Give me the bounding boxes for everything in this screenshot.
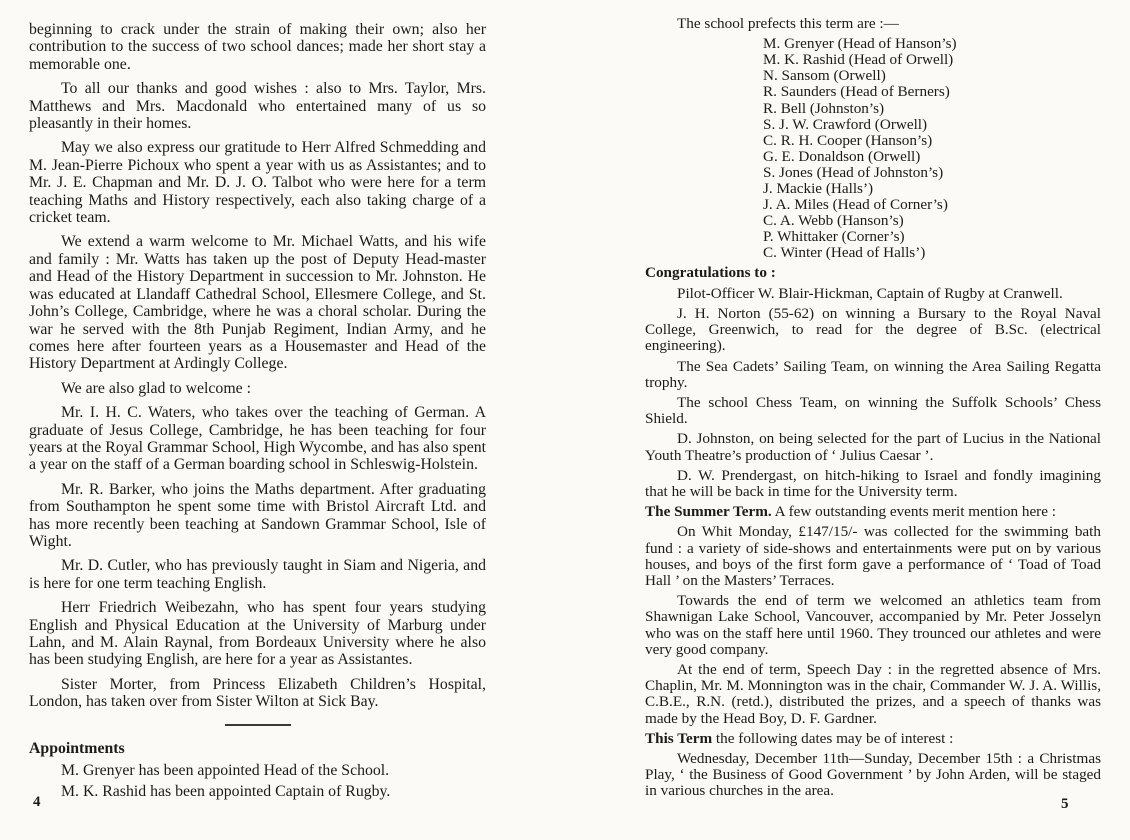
- paragraph: At the end of term, Speech Day : in the regretted absence of Mrs. Chaplin, Mr. M. Monnington was in the chair, Commander W. J. A. Willis, C.B.E., R.N. (retd.), distributed the prizes, and a speech of thanks was made by the Head Boy, D. F. Gardner.: [645, 660, 1101, 727]
- page-number-right: 5: [1061, 796, 1069, 812]
- prefect-item: G. E. Donaldson (Orwell): [763, 147, 921, 165]
- appointments-heading: Appointments: [29, 739, 125, 757]
- paragraph: Towards the end of term we welcomed an athletics team from Shawnigan Lake School, Vancouver, accompanied by Mr. Peter Josselyn who was on the staff here until 1960. They trounced our athletes and were very good company.: [645, 592, 1101, 658]
- page-right: [645, 16, 1101, 804]
- this-term-intro: [645, 731, 1101, 747]
- prefect-item: J. Mackie (Halls’): [763, 180, 874, 198]
- page-number-left: 4: [33, 794, 41, 810]
- paragraph: Mr. D. Cutler, who has previously taught in Siam and Nigeria, and is here for one term teaching English.: [29, 557, 486, 592]
- prefect-list: [763, 36, 1101, 261]
- paragraph: On Whit Monday, £147/15/- was collected for the swimming bath fund : a variety of side-shows and entertainments were put on by various houses, and boys of the first form gave a performance of ‘ Toad of Toad Hall ’ on the Masters’ Terraces.: [645, 523, 1101, 589]
- section-divider: [225, 724, 291, 726]
- appointment-item: M. Grenyer has been appointed Head of the School.: [61, 762, 390, 780]
- paragraph: The school Chess Team, on winning the Suffolk Schools’ Chess Shield.: [645, 393, 1101, 428]
- paragraph: Pilot-Officer W. Blair-Hickman, Captain of Rugby at Cranwell.: [677, 284, 1063, 302]
- paragraph: Herr Friedrich Weibezahn, who has spent four years studying English and Physical Education at the University of Marburg under Lahn, and M. Alain Raynal, from Bordeaux University where he also has been studying English, are here for a year as Assistantes.: [29, 599, 486, 669]
- prefect-item: R. Saunders (Head of Berners): [763, 83, 950, 101]
- congratulations-heading: Congratulations to :: [645, 263, 776, 281]
- this-term-intro-text: the following dates may be of interest :: [712, 729, 954, 747]
- prefect-item: J. A. Miles (Head of Corner’s): [763, 196, 948, 214]
- paragraph: Mr. R. Barker, who joins the Maths department. After graduating from Southampton he spent some time with Bristol Aircraft Ltd. and has more recently been teaching at Sandown Grammar School, Isle of Wight.: [29, 480, 486, 550]
- paragraph: To all our thanks and good wishes : also to Mrs. Taylor, Mrs. Matthews and Mrs. Macdonald who entertained many of us so pleasantly in their homes.: [29, 80, 486, 133]
- summer-term-heading: The Summer Term.: [645, 503, 772, 521]
- appointment-item: M. K. Rashid has been appointed Captain of Rugby.: [61, 783, 391, 801]
- prefect-item: C. R. H. Cooper (Hanson’s): [763, 131, 933, 149]
- paragraph: D. Johnston, on being selected for the part of Lucius in the National Youth Theatre’s production of ‘ Julius Caesar ’.: [645, 430, 1101, 464]
- paragraph: J. H. Norton (55-62) on winning a Bursary to the Royal Naval College, Greenwich, to read for the degree of B.Sc. (electrical engineering).: [645, 304, 1101, 355]
- prefect-item: C. Winter (Head of Halls’): [763, 244, 926, 262]
- summer-term-intro-text: A few outstanding events merit mention here :: [771, 503, 1057, 521]
- paragraph: beginning to crack under the strain of making their own; also her contribution to the success of two school dances; made her short stay a memorable one.: [29, 21, 486, 73]
- prefect-item: S. Jones (Head of Johnston’s): [763, 163, 944, 181]
- summer-term-intro: [645, 504, 1101, 520]
- prefect-item: M. Grenyer (Head of Hanson’s): [763, 35, 957, 53]
- prefect-item: P. Whittaker (Corner’s): [763, 228, 905, 246]
- paragraph: We are also glad to welcome :: [61, 379, 251, 397]
- prefect-item: R. Bell (Johnston’s): [763, 99, 885, 117]
- prefect-item: N. Sansom (Orwell): [763, 67, 886, 85]
- prefect-item: S. J. W. Crawford (Orwell): [763, 115, 928, 133]
- paragraph: D. W. Prendergast, on hitch-hiking to Israel and fondly imagining that he will be back in time for the University term.: [645, 466, 1101, 500]
- prefect-item: C. A. Webb (Hanson’s): [763, 212, 904, 230]
- prefect-item: M. K. Rashid (Head of Orwell): [763, 51, 954, 69]
- page-left: [29, 21, 486, 805]
- appointments-section: [29, 740, 486, 801]
- paragraph: We extend a warm welcome to Mr. Michael Watts, and his wife and family : Mr. Watts has taken up the post of Deputy Head-master and Head of the History Department in succession to Mr. Johnston. He was educated at Llandaff Cathedral School, Ellesmere College, and St. John’s College, Cambridge, where he was a choral scholar. During the war he served with the 8th Punjab Regiment, Indian Army, and he comes here after fourteen years as a Housemaster and Head of the History Department at Ardingly College.: [29, 233, 486, 373]
- paragraph: Wednesday, December 11th—Sunday, December 15th : a Christmas Play, ‘ the Business of Good Government ’ by John Arden, will be staged in various churches in the area.: [645, 750, 1101, 800]
- this-term-heading: This Term: [645, 729, 713, 747]
- paragraph: May we also express our gratitude to Herr Alfred Schmedding and M. Jean-Pierre Pichoux who spent a year with us as Assistantes; and to Mr. J. E. Chapman and Mr. D. J. O. Talbot who were here for a term teaching Maths and History respectively, each also taking charge of a cricket team.: [29, 139, 486, 227]
- paragraph: Sister Morter, from Princess Elizabeth Children’s Hospital, London, has taken over from Sister Wilton at Sick Bay.: [29, 675, 486, 711]
- paragraph: Mr. I. H. C. Waters, who takes over the teaching of German. A graduate of Jesus College, Cambridge, he has been teaching for four years at the Royal Grammar School, High Wycombe, and has also spent a year on the staff of a German boarding school in Schleswig-Holstein.: [29, 404, 486, 474]
- paragraph: The Sea Cadets’ Sailing Team, on winning the Area Sailing Regatta trophy.: [645, 357, 1101, 391]
- prefects-intro: The school prefects this term are :—: [677, 15, 899, 32]
